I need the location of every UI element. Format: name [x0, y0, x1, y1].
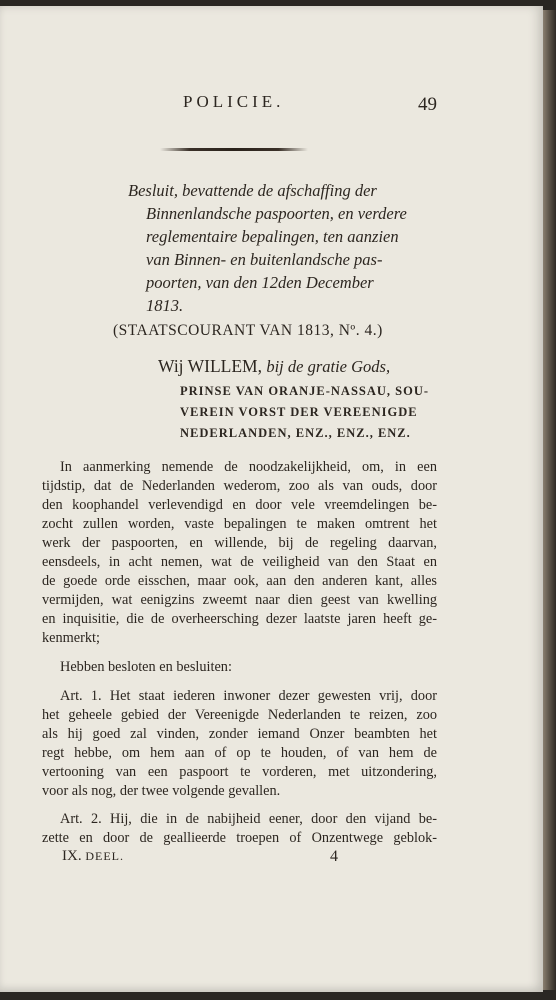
- declaration-line-2: VEREIN VORST DER VEREENIGDE: [180, 405, 418, 419]
- title-line-6: 1813.: [146, 296, 184, 315]
- volume-word: DEEL.: [85, 849, 124, 863]
- paragraph1-line: zocht zullen worden, vaste bepalingen te maken omtrent het: [42, 516, 437, 532]
- volume-signature: [62, 848, 124, 865]
- title-line-5: poorten, van den 12den December: [146, 273, 374, 292]
- article1-line: regt hebbe, om hem aan of op te houden, of van hem de: [42, 745, 437, 761]
- gathering-signature: 4: [330, 848, 338, 865]
- page-edge: [543, 10, 556, 990]
- declaration-wij-italic: bij de gratie Gods,: [266, 357, 391, 376]
- book-page: [0, 6, 543, 992]
- article1-line: voor als nog, der twee volgende gevallen.: [42, 783, 281, 799]
- title-line-4: van Binnen- en buitenlandsche pas-: [146, 250, 383, 269]
- paragraph1-line: tijdstip, dat de Nederlanden wederom, zoo als van ouds, door: [42, 478, 437, 494]
- paragraph1-line: den koophandel verlevendigd en door vele vreemdelingen be-: [42, 497, 437, 513]
- title-line-2: Binnenlandsche paspoorten, en verdere: [146, 204, 407, 223]
- paragraph2: Hebben besloten en besluiten:: [60, 659, 232, 675]
- paragraph1-line: kenmerkt;: [42, 630, 100, 646]
- paragraph1-line: en inquisitie, die de overheersching dezer laatste jaren heeft ge-: [42, 611, 437, 627]
- article2-line: Art. 2. Hij, die in de nabijheid eener, door den vijand be-: [60, 811, 437, 827]
- source-citation: (STAATSCOURANT VAN 1813, Nº. 4.): [113, 322, 383, 339]
- article1-line: als hij goed zal vinden, zonder iemand Onzer beambten het: [42, 726, 437, 742]
- declaration-wij: Wij WILLEM,: [158, 356, 262, 376]
- running-title: POLICIE.: [183, 92, 285, 111]
- declaration-line-1: PRINSE VAN ORANJE-NASSAU, SOU-: [180, 384, 430, 398]
- paragraph1-line: eensdeels, in acht nemen, wat de veiligheid van den Staat en: [42, 554, 437, 570]
- title-line-3: reglementaire bepalingen, ten aanzien: [146, 227, 399, 246]
- paragraph1-line: de goede orde eisschen, maar ook, aan den anderen kant, alles: [42, 573, 437, 589]
- title-line-1: Besluit, bevattende de afschaffing der: [128, 181, 377, 200]
- paragraph1-line: In aanmerking nemende de noodzakelijkheid, om, in een: [60, 459, 437, 475]
- ornamental-rule: [160, 148, 308, 151]
- volume-roman: IX.: [62, 848, 82, 864]
- declaration-line-3: NEDERLANDEN, ENZ., ENZ., ENZ.: [180, 426, 411, 440]
- article1-line: vertooning van een paspoort te vorderen, met uitzondering,: [42, 764, 437, 780]
- declaration-opening: [158, 356, 390, 377]
- article1-line: het geheele gebied der Vereenigde Nederlanden te reizen, zoo: [42, 707, 437, 723]
- article1-line: Art. 1. Het staat iederen inwoner dezer gewesten vrij, door: [60, 688, 437, 704]
- paragraph1-line: werk der paspoorten, en willende, bij de regeling daarvan,: [42, 535, 437, 551]
- page-number: 49: [418, 94, 437, 115]
- paragraph1-line: vermijden, wat eenigzins zweemt naar dien geest van kwelling: [42, 592, 437, 608]
- article2-line: zette en door de geallieerde troepen of Onzentwege geblok-: [42, 830, 437, 846]
